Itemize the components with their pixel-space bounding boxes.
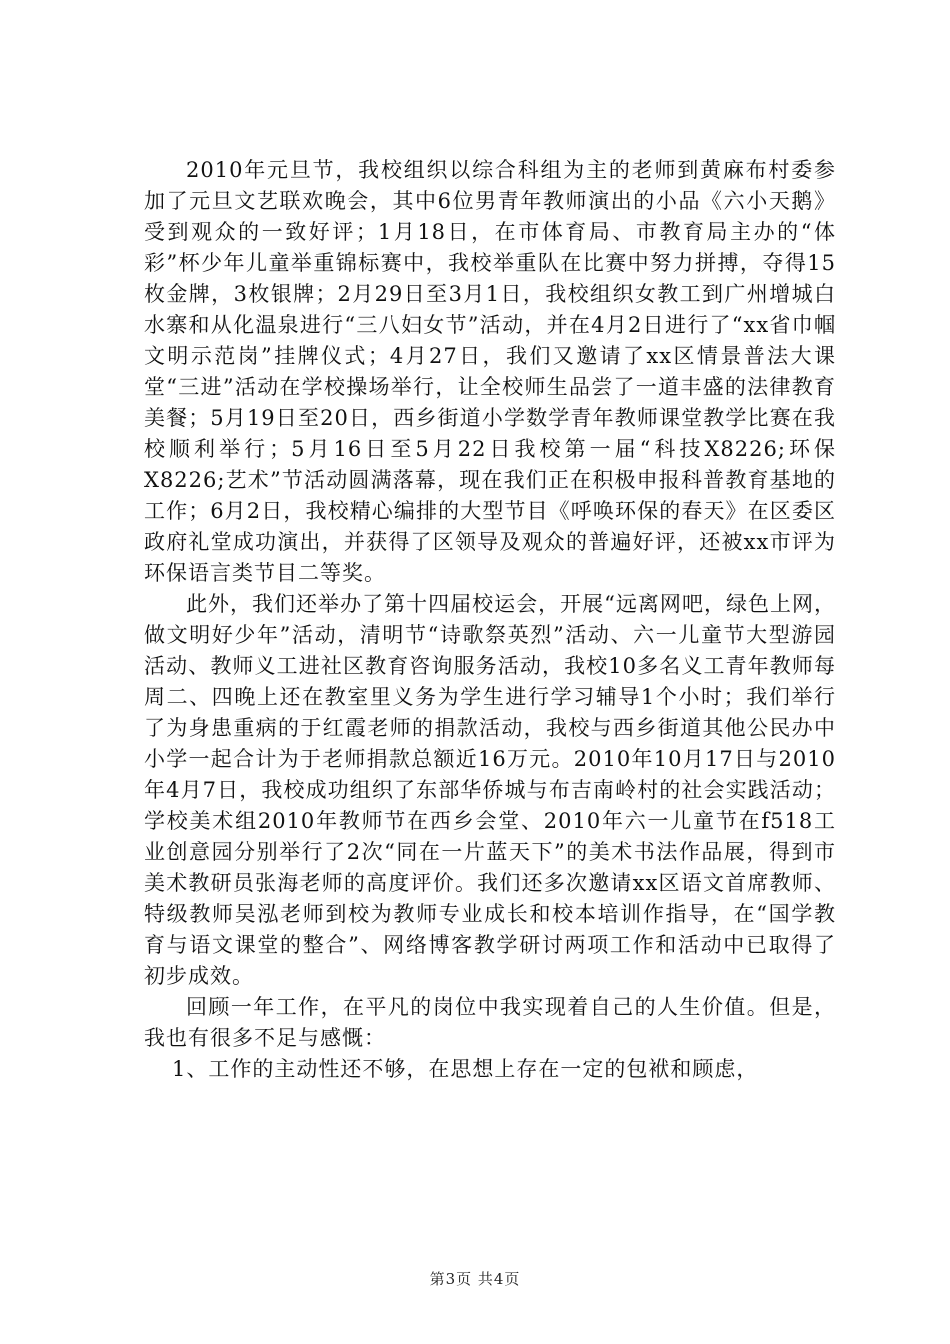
paragraph-review: 回顾一年工作，在平凡的岗位中我实现着自己的人生价值。但是，我也有很多不足与感慨： — [144, 995, 836, 1050]
body-text — [144, 155, 836, 1085]
paragraph-new-year-activities: 2010年元旦节，我校组织以综合科组为主的老师到黄麻布村委参加了元旦文艺联欢晚会，其中6位男青年教师演出的小品《六小天鹅》受到观众的一致好评；1月18日，在市体育局、市教育局主办的“体彩”杯少年儿童举重锦标赛中，我校举重队在比赛中努力拼搏，夺得15枚金牌，3枚银牌；2月29日至3月1日，我校组织女教工到广州增城白水寨和从化温泉进行“三八妇女节”活动，并在4月2日进行了“xx省巾帼文明示范岗”挂牌仪式；4月27日，我们又邀请了xx区情景普法大课堂“三进”活动在学校操场举行，让全校师生品尝了一道丰盛的法律教育美餐；5月19日至20日，西乡街道小学数学青年教师课堂教学比赛在我校顺利举行；5月16日至5月22日我校第一届“科技X8226;环保X8226;艺术”节活动圆满落幕，现在我们正在积极申报科普教育基地的工作；6月2日，我校精心编排的大型节目《呼唤环保的春天》在区委区政府礼堂成功演出，并获得了区领导及观众的普遍好评，还被xx市评为环保语言类节目二等奖。 — [144, 158, 836, 585]
paragraph-shortcoming-1: 1、工作的主动性还不够，在思想上存在一定的包袱和顾虑， — [172, 1057, 759, 1081]
paragraph-other-activities: 此外，我们还举办了第十四届校运会，开展“远离网吧，绿色上网，做文明好少年”活动，清明节“诗歌祭英烈”活动、六一儿童节大型游园活动、教师义工进社区教育咨询服务活动，我校10多名义工青年教师每周二、四晚上还在教室里义务为学生进行学习辅导1个小时；我们举行了为身患重病的于红霞老师的捐款活动，我校与西乡街道其他公民办中小学一起合计为于老师捐款总额近16万元。2010年10月17日与2010年4月7日，我校成功组织了东部华侨城与布吉南岭村的社会实践活动；学校美术组2010年教师节在西乡会堂、2010年六一儿童节在f518工业创意园分别举行了2次“同在一片蓝天下”的美术书法作品展，得到市美术教研员张海老师的高度评价。我们还多次邀请xx区语文首席教师、特级教师吴泓老师到校为教师专业成长和校本培训作指导，在“国学教育与语文课堂的整合”、网络博客教学研讨两项工作和活动中已取得了初步成效。 — [144, 592, 836, 988]
page-number-footer: 第3页 共4页 — [429, 1270, 521, 1288]
